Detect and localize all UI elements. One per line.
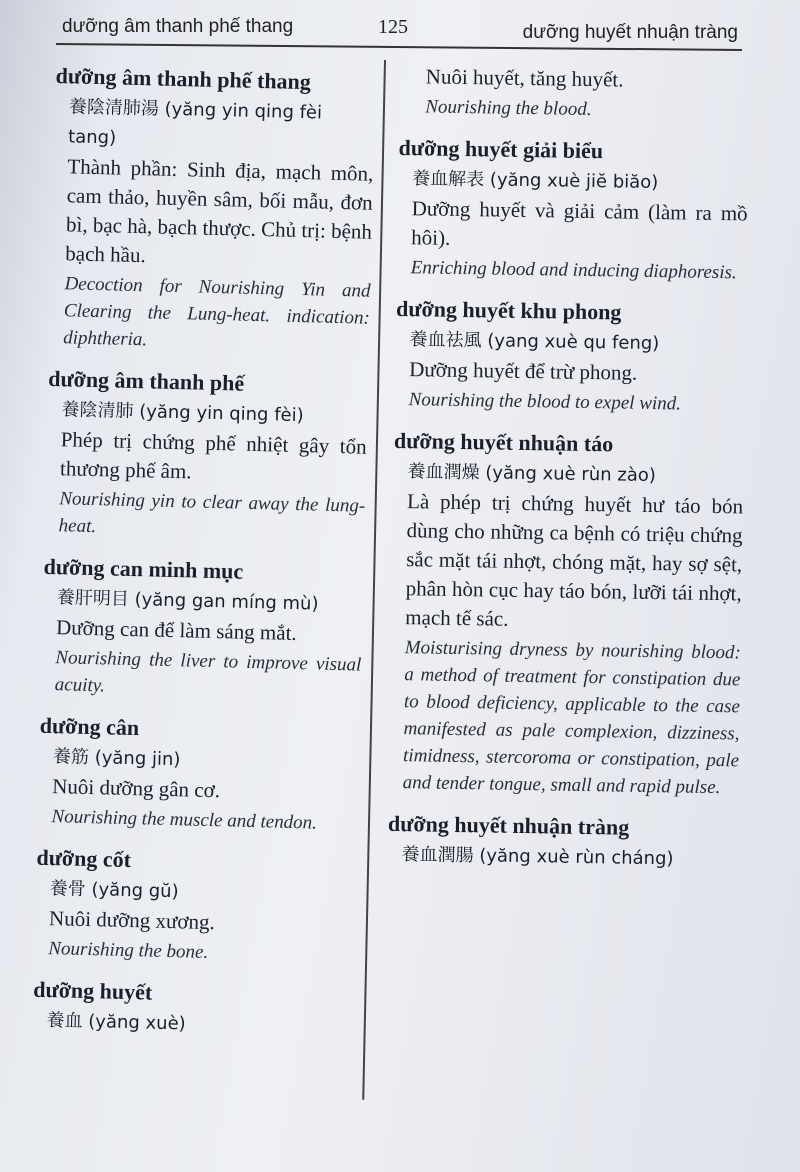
right-column xyxy=(387,62,750,889)
entry-vietnamese: Nuôi huyết, tăng huyết. xyxy=(425,64,624,92)
entry-chinese xyxy=(387,840,737,875)
dictionary-entry xyxy=(397,134,749,286)
entry-headword: dưỡng huyết nhuận táo xyxy=(393,427,614,457)
entry-english: Nourishing the bone. xyxy=(48,938,209,963)
chinese-characters: 養陰清肺湯 xyxy=(68,96,160,120)
entry-chinese xyxy=(32,1006,353,1044)
pinyin: (yang xuè qu feng) xyxy=(487,330,660,355)
entry-english: Decoction for Nourishing Yin and Clearing the Lung-heat. indication: diphtheria. xyxy=(63,273,371,351)
header-left-guideword: dưỡng âm thanh phế thang xyxy=(62,16,294,37)
pinyin: (yăng jin) xyxy=(94,747,181,771)
left-column xyxy=(32,62,376,1058)
entry-vietnamese: Phép trị chứng phế nhiệt gây tổn thương phế âm. xyxy=(59,427,367,484)
entry-english: Nourishing the muscle and tendon. xyxy=(51,806,318,834)
dictionary-entry xyxy=(32,976,353,1044)
chinese-characters: 養血解表 xyxy=(412,168,485,191)
entry-vietnamese: Thành phần: Sinh địa, mạch môn, cam thảo, huyền sâm, bối mẫu, đơn bì, bạc hà, bạch thược. Chủ trị: bệnh bạch hầu. xyxy=(65,154,374,268)
entry-vietnamese: Dưỡng huyết để trừ phong. xyxy=(408,357,638,385)
pinyin: (yăng xuè rùn zào) xyxy=(485,462,657,487)
entry-english: Nourishing the blood. xyxy=(425,96,592,121)
entry-headword: dưỡng cân xyxy=(39,712,140,741)
header-right-guideword: dưỡng huyết nhuận tràng xyxy=(522,22,738,43)
dictionary-entry xyxy=(44,365,368,547)
dictionary-entry xyxy=(394,295,746,418)
page-number: 125 xyxy=(378,16,408,38)
entry-english: Nourishing the liver to improve visual acuity. xyxy=(54,647,362,697)
entry-headword: dưỡng huyết nhuận tràng xyxy=(387,810,630,840)
pinyin: (yăng xuè rùn cháng) xyxy=(479,845,674,870)
dictionary-entry xyxy=(387,810,738,875)
pinyin: (yăng yin qing fèi tang) xyxy=(67,98,323,149)
entry-headword: dưỡng cốt xyxy=(36,844,132,873)
running-head xyxy=(0,10,800,44)
chinese-characters: 養血祛風 xyxy=(409,329,482,352)
entry-vietnamese: Nuôi dưỡng gân cơ. xyxy=(52,774,221,803)
entry-vietnamese: Dưỡng can để làm sáng mắt. xyxy=(55,615,298,646)
entry-headword: dưỡng âm thanh phế thang xyxy=(55,62,312,95)
entry-headword: dưỡng huyết khu phong xyxy=(395,295,622,325)
entry-english: Nourishing the blood to expel wind. xyxy=(408,389,682,415)
entry-vietnamese: Dưỡng huyết và giải cảm (làm ra mồ hôi). xyxy=(411,196,748,250)
dictionary-entry xyxy=(37,712,360,838)
dictionary-entry xyxy=(34,844,357,970)
chinese-characters: 養陰清肺 xyxy=(61,399,134,422)
entry-english: Moisturising dryness by nourishing blood: a method of treatment for constipation due to blood deficiency, applicable to the case manifested as pale complexion, dizziness, timidness, stercoroma or constipation, pale and tender tongue, small and rapid pulse. xyxy=(402,637,741,799)
entry-headword: dưỡng âm thanh phế xyxy=(47,365,245,396)
header-rule xyxy=(56,43,742,51)
entry-english: Enriching blood and inducing diaphoresis. xyxy=(410,257,737,284)
chinese-characters: 養肝明目 xyxy=(56,587,130,610)
entry-headword: dưỡng can minh mục xyxy=(43,553,244,584)
pinyin: (yăng xuè jiĕ biăo) xyxy=(489,169,659,194)
dictionary-entry xyxy=(40,553,363,706)
entry-chinese xyxy=(54,92,375,160)
chinese-characters: 養血潤腸 xyxy=(401,844,474,867)
entry-continuation xyxy=(399,62,750,125)
pinyin: (yăng xuè) xyxy=(88,1011,186,1035)
dictionary-entry xyxy=(388,427,744,801)
pinyin: (yăng gŭ) xyxy=(91,879,179,903)
chinese-characters: 養血潤燥 xyxy=(407,461,480,484)
entry-english: Nourishing yin to clear away the lung-heat. xyxy=(58,488,366,538)
chinese-characters: 養骨 xyxy=(49,878,87,900)
chinese-characters: 養筋 xyxy=(52,746,90,769)
entry-vietnamese: Là phép trị chứng huyết hư táo bón dùng cho những ca bệnh có triệu chứng sắc mặt tái nhợt, chóng mặt, hay sợ sệt, phân hòn cục hay táo bón, lưỡi tái nhợt, mạch tế sác. xyxy=(405,489,744,631)
entry-vietnamese: Nuôi dưỡng xương. xyxy=(48,906,216,935)
entry-headword: dưỡng huyết giải biểu xyxy=(398,134,604,164)
pinyin: (yăng gan míng mù) xyxy=(134,589,319,615)
entry-headword: dưỡng huyết xyxy=(33,976,153,1005)
dictionary-entry xyxy=(49,62,376,359)
chinese-characters: 養血 xyxy=(46,1010,83,1032)
pinyin: (yăng yin qing fèi) xyxy=(138,401,304,427)
